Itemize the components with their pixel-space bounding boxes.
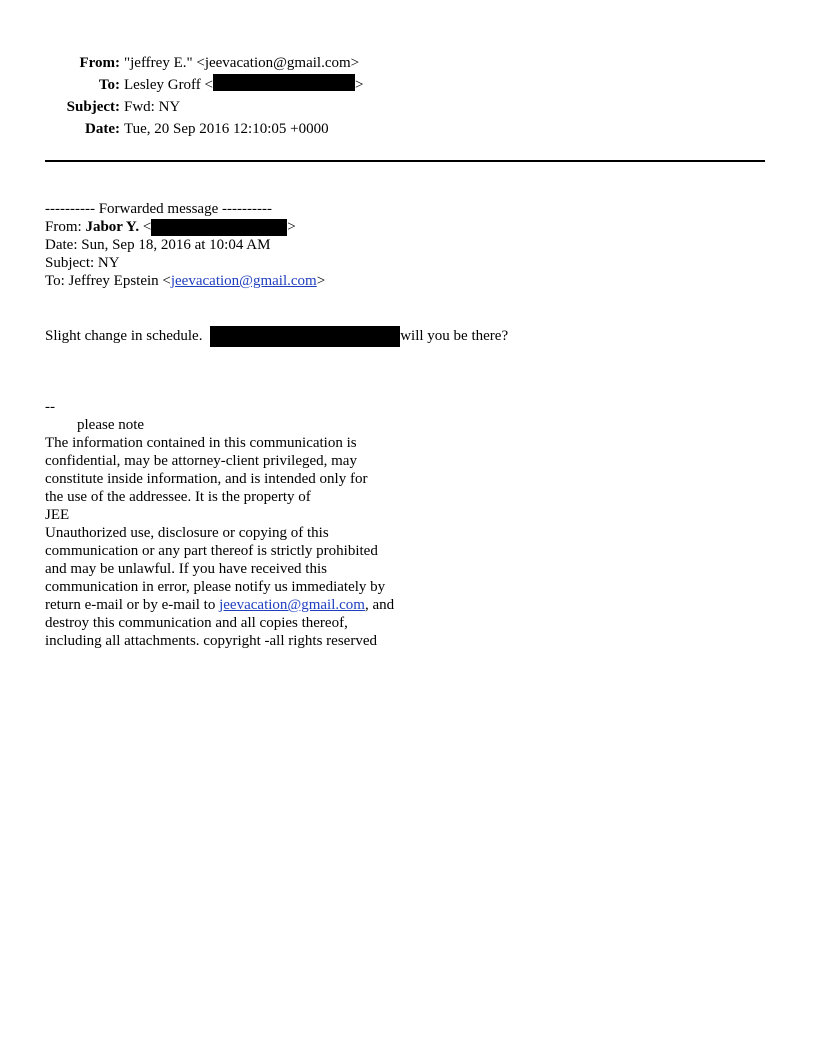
header-to-row — [0, 74, 363, 96]
signature-line: JEE — [45, 507, 70, 523]
email-link[interactable]: jeevacation@gmail.com — [219, 597, 365, 613]
forwarded-subject-line: Subject: NY — [45, 255, 120, 272]
header-subject-label: Subject: — [66, 99, 120, 115]
header-subject-row — [0, 96, 363, 118]
header-subject-value: Fwd: NY — [124, 99, 181, 115]
signature-line: destroy this communication and all copies thereof, — [45, 615, 348, 631]
signature-return-line — [45, 596, 394, 614]
signature-line: The information contained in this communication is — [45, 435, 357, 451]
header-date-value: Tue, 20 Sep 2016 12:10:05 +0000 — [124, 121, 329, 137]
message-body — [45, 326, 508, 347]
header-date-label: Date: — [85, 121, 120, 137]
header-from-value: "jeffrey E." <jeevacation@gmail.com> — [124, 55, 360, 71]
forwarded-date-line: Date: Sun, Sep 18, 2016 at 10:04 AM — [45, 237, 271, 254]
email-header — [0, 52, 363, 140]
header-divider — [45, 160, 765, 162]
forwarded-from-open: < — [139, 219, 152, 235]
signature-line: communication or any part thereof is strictly prohibited — [45, 543, 378, 559]
forwarded-banner: ---------- Forwarded message ---------- — [45, 201, 272, 217]
redaction-box — [213, 74, 355, 91]
header-to-label: To: — [98, 77, 120, 93]
forwarded-from-prefix: From: — [45, 219, 86, 235]
header-date-row — [0, 118, 363, 140]
signature-block — [45, 398, 394, 650]
signature-dashes: -- — [45, 399, 55, 415]
forwarded-from-name: Jabor Y. — [85, 219, 140, 235]
header-to-name: Lesley Groff < — [124, 77, 213, 93]
signature-return-suffix: , and — [364, 597, 395, 613]
forwarded-to-prefix: To: Jeffrey Epstein < — [45, 273, 171, 290]
signature-line: including all attachments. copyright -all rights reserved — [45, 633, 377, 649]
forwarded-block — [45, 200, 325, 290]
message-after-redaction: will you be there? — [400, 328, 509, 344]
email-link[interactable]: jeevacation@gmail.com — [170, 273, 317, 290]
header-from-row — [0, 52, 363, 74]
signature-line: and may be unlawful. If you have received this — [45, 561, 327, 577]
forwarded-to-close: > — [316, 273, 326, 290]
header-to-close: > — [355, 77, 364, 93]
signature-line: confidential, may be attorney-client privileged, may — [45, 453, 357, 469]
message-before-redaction: Slight change in schedule. — [45, 328, 203, 344]
signature-line: communication in error, please notify us immediately by — [45, 579, 386, 595]
signature-line: constitute inside information, and is intended only for — [45, 471, 368, 487]
forwarded-from-close: > — [287, 219, 296, 235]
signature-return-prefix: return e-mail or by e-mail to — [45, 597, 220, 613]
forwarded-from-line — [45, 218, 325, 236]
signature-please-note: please note — [77, 417, 145, 433]
signature-line: Unauthorized use, disclosure or copying of this — [45, 525, 329, 541]
redaction-box — [151, 219, 287, 236]
redaction-box — [210, 326, 400, 347]
header-from-label: From: — [79, 55, 120, 71]
signature-line: the use of the addressee. It is the property of — [45, 489, 311, 505]
forwarded-to-line — [45, 272, 325, 290]
